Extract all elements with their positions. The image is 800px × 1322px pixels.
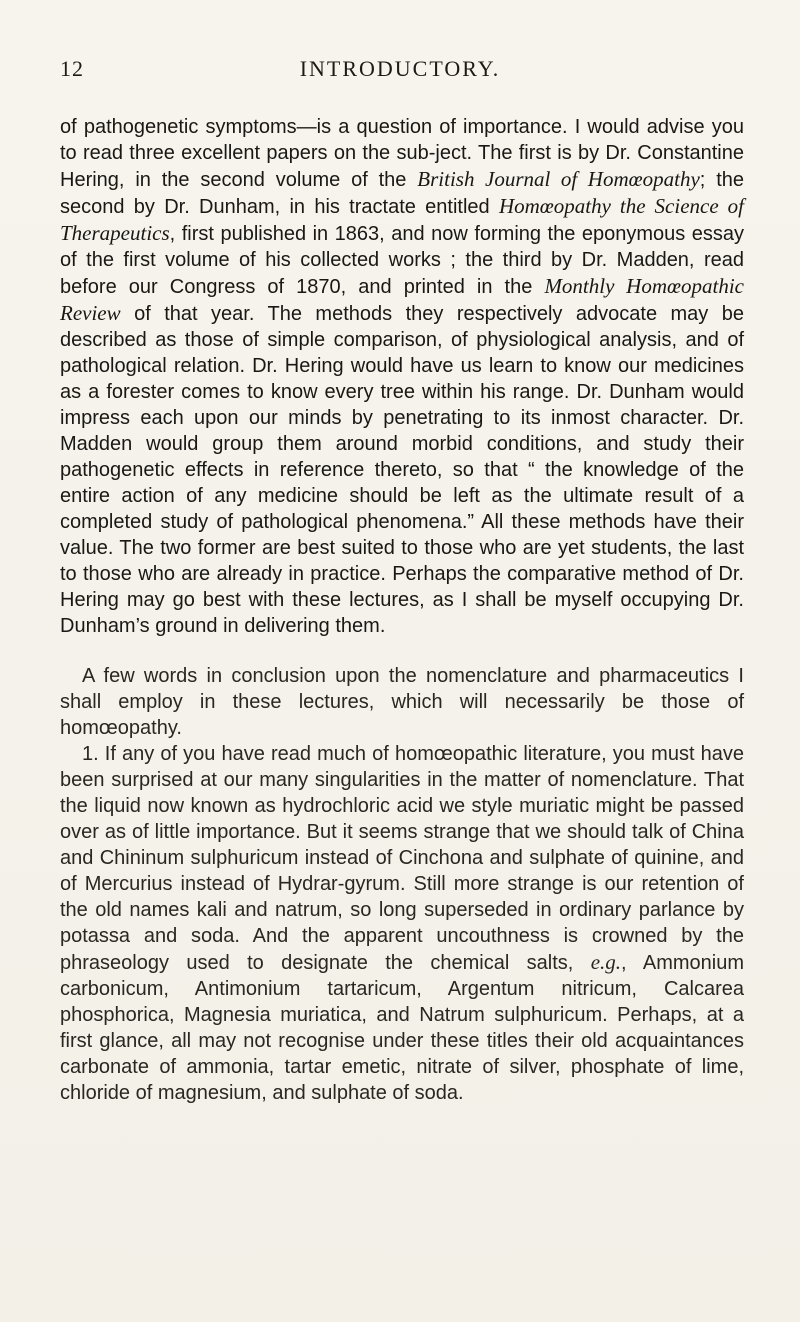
text-run: , first published in 1863, and now forming the eponymous essay of the first volume of his collected works ; the third by Dr. Madden, read before our Congress of 1870, and printed in the xyxy=(60,223,744,298)
journal-title: British Journal of Homœopathy xyxy=(417,167,700,191)
page-number: 12 xyxy=(60,56,84,81)
running-head xyxy=(60,56,740,86)
review-title: Monthly Homœopathic Review xyxy=(60,274,745,325)
body-text xyxy=(60,114,744,1106)
abbreviation-eg: e.g. xyxy=(590,950,622,974)
text-run: ; the second by Dr. Dunham, in his tractate entitled xyxy=(60,169,744,218)
running-title: INTRODUCTORY. xyxy=(299,56,501,81)
paragraph-conclusion: A few words in conclusion upon the nomenclature and pharmaceutics I shall employ in these lectures, which will necessarily be those of homœopathy. xyxy=(60,665,744,739)
text-run: of pathogenetic symptoms—is a question of importance. I would advise you to read three excellent papers on the sub-ject. The first is by Dr. Constantine Hering, in the second volume of the xyxy=(60,116,744,191)
text-run: of that year. The methods they respectively advocate may be described as those of simple comparison, of physiological analysis, and of pathological relation. Dr. Hering would have us learn to know our medicines as a forester comes to know every tree within his range. Dr. Dunham would impress each upon our minds by penetrating to its inmost character. Dr. Madden would group them around morbid conditions, and study their pathogenetic effects in reference thereto, so that “ the knowledge of the entire action of any medicine should be left as the ultimate result of a completed study of pathological phenomena.” All these methods have their value. The two former are best suited to those who are yet students, the last to those who are already in practice. Perhaps the comparative method of Dr. Hering may go best with these lectures, as I shall be myself occupying Dr. Dunham’s ground in delivering them. xyxy=(60,303,744,637)
text-run: , Ammonium carbonicum, Antimonium tartaricum, Argentum nitricum, Calcarea phosphorica, Magnesia muriatica, and Natrum sulphuricum. Perhaps, at a first glance, all may not recognise under these titles their old acquaintances carbonate of ammonia, tartar emetic, nitrate of silver, phosphate of lime, chloride of magnesium, and sulphate of soda. xyxy=(60,952,744,1104)
paragraph-nomenclature xyxy=(60,741,744,1106)
tractate-title: Homœopathy the Science of Therapeutics xyxy=(60,194,744,245)
text-run: 1. If any of you have read much of homœopathic literature, you must have been surprised at our many singularities in the matter of nomenclature. That the liquid now known as hydrochloric acid we style muriatic might be passed over as of little importance. But it seems strange that we should talk of China and Chininum sulphuricum instead of Cinchona and sulphate of quinine, and of Mercurius instead of Hydrar-gyrum. Still more strange is our retention of the old names kali and natrum, so long superseded in ordinary parlance by potassa and soda. And the apparent uncouthness is crowned by the phraseology used to designate the chemical salts, xyxy=(60,743,744,974)
paragraph-continuation xyxy=(60,114,744,639)
